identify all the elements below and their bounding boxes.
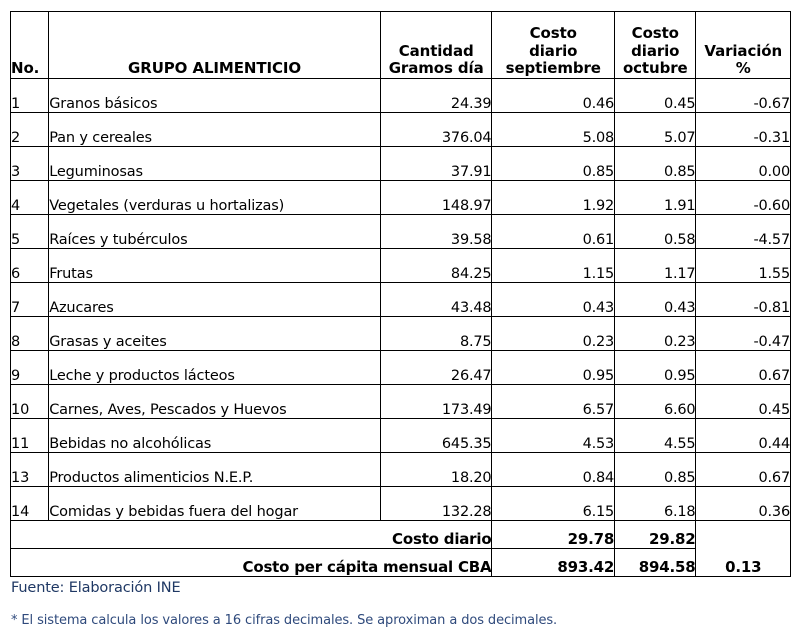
cell-cantidad-gramos: 8.75 — [380, 317, 492, 351]
table-header — [11, 12, 791, 79]
cell-grupo-alimenticio: Pan y cereales — [49, 113, 381, 147]
cell-grupo-alimenticio: Comidas y bebidas fuera del hogar — [49, 487, 381, 521]
cell-grupo-alimenticio: Leguminosas — [49, 147, 381, 181]
table-row — [11, 79, 791, 113]
cell-no: 8 — [11, 317, 49, 351]
source-note: Fuente: Elaboración INE — [11, 580, 181, 596]
decimal-note: * El sistema calcula los valores a 16 cifras decimales. Se aproximan a dos decimales. — [11, 613, 558, 628]
column-header-cantidad — [380, 12, 492, 79]
header-line-3: septiembre — [505, 59, 601, 78]
cell-costo-septiembre: 6.57 — [492, 385, 615, 419]
totals-costo-diario-octubre: 29.82 — [615, 521, 696, 549]
table-row — [11, 215, 791, 249]
cell-grupo-alimenticio: Frutas — [49, 249, 381, 283]
cell-costo-octubre: 0.58 — [615, 215, 696, 249]
cell-costo-septiembre: 0.43 — [492, 283, 615, 317]
cell-variacion: -0.67 — [696, 79, 791, 113]
cell-no: 5 — [11, 215, 49, 249]
column-header-grupo: GRUPO ALIMENTICIO — [49, 12, 381, 79]
cell-variacion: -0.60 — [696, 181, 791, 215]
header-line-3: octubre — [622, 59, 688, 78]
cell-cantidad-gramos: 645.35 — [380, 419, 492, 453]
cell-no: 4 — [11, 181, 49, 215]
header-line-2: % — [735, 59, 751, 78]
totals-row-costo-diario — [11, 521, 791, 549]
cell-variacion: -4.57 — [696, 215, 791, 249]
cell-cantidad-gramos: 43.48 — [380, 283, 492, 317]
cell-costo-septiembre: 1.15 — [492, 249, 615, 283]
cell-grupo-alimenticio: Grasas y aceites — [49, 317, 381, 351]
cell-costo-septiembre: 0.61 — [492, 215, 615, 249]
cell-no: 7 — [11, 283, 49, 317]
cell-variacion: -0.31 — [696, 113, 791, 147]
cell-costo-septiembre: 0.84 — [492, 453, 615, 487]
totals-label-costo-per-capita: Costo per cápita mensual CBA — [11, 549, 492, 577]
cell-grupo-alimenticio: Bebidas no alcohólicas — [49, 419, 381, 453]
canasta-basica-alimentaria-table — [10, 11, 791, 577]
cell-costo-octubre: 0.45 — [615, 79, 696, 113]
cell-no: 9 — [11, 351, 49, 385]
cell-no: 13 — [11, 453, 49, 487]
cell-cantidad-gramos: 173.49 — [380, 385, 492, 419]
cell-costo-octubre: 6.60 — [615, 385, 696, 419]
cell-costo-octubre: 0.85 — [615, 453, 696, 487]
table-row — [11, 385, 791, 419]
cell-variacion: 0.00 — [696, 147, 791, 181]
table-footer — [11, 521, 791, 577]
table-row — [11, 181, 791, 215]
cell-no: 2 — [11, 113, 49, 147]
totals-costo-per-capita-octubre: 894.58 — [615, 549, 696, 577]
cell-variacion: 1.55 — [696, 249, 791, 283]
cell-cantidad-gramos: 148.97 — [380, 181, 492, 215]
totals-row-costo-per-capita — [11, 549, 791, 577]
cell-grupo-alimenticio: Granos básicos — [49, 79, 381, 113]
cell-no: 10 — [11, 385, 49, 419]
cell-costo-octubre: 4.55 — [615, 419, 696, 453]
cell-variacion: -0.81 — [696, 283, 791, 317]
header-row — [11, 12, 791, 79]
cell-cantidad-gramos: 26.47 — [380, 351, 492, 385]
cell-costo-septiembre: 0.95 — [492, 351, 615, 385]
cell-costo-septiembre: 0.23 — [492, 317, 615, 351]
cell-costo-octubre: 1.17 — [615, 249, 696, 283]
cell-costo-octubre: 0.43 — [615, 283, 696, 317]
cell-grupo-alimenticio: Vegetales (verduras u hortalizas) — [49, 181, 381, 215]
cell-costo-septiembre: 5.08 — [492, 113, 615, 147]
table-row — [11, 419, 791, 453]
cell-cantidad-gramos: 132.28 — [380, 487, 492, 521]
table-body — [11, 79, 791, 521]
cell-costo-septiembre: 6.15 — [492, 487, 615, 521]
cell-cantidad-gramos: 37.91 — [380, 147, 492, 181]
cell-variacion: 0.44 — [696, 419, 791, 453]
table-row — [11, 147, 791, 181]
cell-costo-septiembre: 0.46 — [492, 79, 615, 113]
cell-no: 1 — [11, 79, 49, 113]
cell-cantidad-gramos: 24.39 — [380, 79, 492, 113]
cell-cantidad-gramos: 84.25 — [380, 249, 492, 283]
table-row — [11, 113, 791, 147]
totals-variacion: 0.13 — [696, 521, 791, 577]
column-header-no: No. — [11, 12, 49, 79]
cell-costo-octubre: 6.18 — [615, 487, 696, 521]
header-line-2: diario — [529, 41, 578, 60]
cell-no: 14 — [11, 487, 49, 521]
table-row — [11, 453, 791, 487]
cell-cantidad-gramos: 39.58 — [380, 215, 492, 249]
cell-variacion: 0.67 — [696, 351, 791, 385]
cell-variacion: -0.47 — [696, 317, 791, 351]
totals-label-costo-diario: Costo diario — [11, 521, 492, 549]
table-row — [11, 351, 791, 385]
cell-variacion: 0.36 — [696, 487, 791, 521]
cell-grupo-alimenticio: Productos alimenticios N.E.P. — [49, 453, 381, 487]
header-line-1: Costo — [631, 24, 679, 43]
cell-costo-septiembre: 1.92 — [492, 181, 615, 215]
cell-cantidad-gramos: 18.20 — [380, 453, 492, 487]
cell-cantidad-gramos: 376.04 — [380, 113, 492, 147]
header-line-1: Variación — [704, 41, 783, 60]
cell-costo-octubre: 5.07 — [615, 113, 696, 147]
cell-variacion: 0.45 — [696, 385, 791, 419]
table-row — [11, 487, 791, 521]
column-header-costo-septiembre — [492, 12, 615, 79]
cell-no: 6 — [11, 249, 49, 283]
cell-grupo-alimenticio: Raíces y tubérculos — [49, 215, 381, 249]
column-header-costo-octubre — [615, 12, 696, 79]
header-line-1: Costo — [529, 24, 577, 43]
header-line-1: Cantidad — [398, 41, 474, 60]
table-row — [11, 317, 791, 351]
cell-variacion: 0.67 — [696, 453, 791, 487]
totals-costo-per-capita-septiembre: 893.42 — [492, 549, 615, 577]
cell-costo-octubre: 0.23 — [615, 317, 696, 351]
totals-costo-diario-septiembre: 29.78 — [492, 521, 615, 549]
cell-costo-octubre: 1.91 — [615, 181, 696, 215]
table-row — [11, 283, 791, 317]
cell-costo-octubre: 0.85 — [615, 147, 696, 181]
table-row — [11, 249, 791, 283]
header-line-2: diario — [631, 41, 680, 60]
cell-no: 11 — [11, 419, 49, 453]
cell-no: 3 — [11, 147, 49, 181]
cell-grupo-alimenticio: Azucares — [49, 283, 381, 317]
cell-costo-octubre: 0.95 — [615, 351, 696, 385]
header-line-2: Gramos día — [388, 59, 484, 78]
cell-grupo-alimenticio: Leche y productos lácteos — [49, 351, 381, 385]
cell-grupo-alimenticio: Carnes, Aves, Pescados y Huevos — [49, 385, 381, 419]
column-header-variacion — [696, 12, 791, 79]
cell-costo-septiembre: 4.53 — [492, 419, 615, 453]
cell-costo-septiembre: 0.85 — [492, 147, 615, 181]
